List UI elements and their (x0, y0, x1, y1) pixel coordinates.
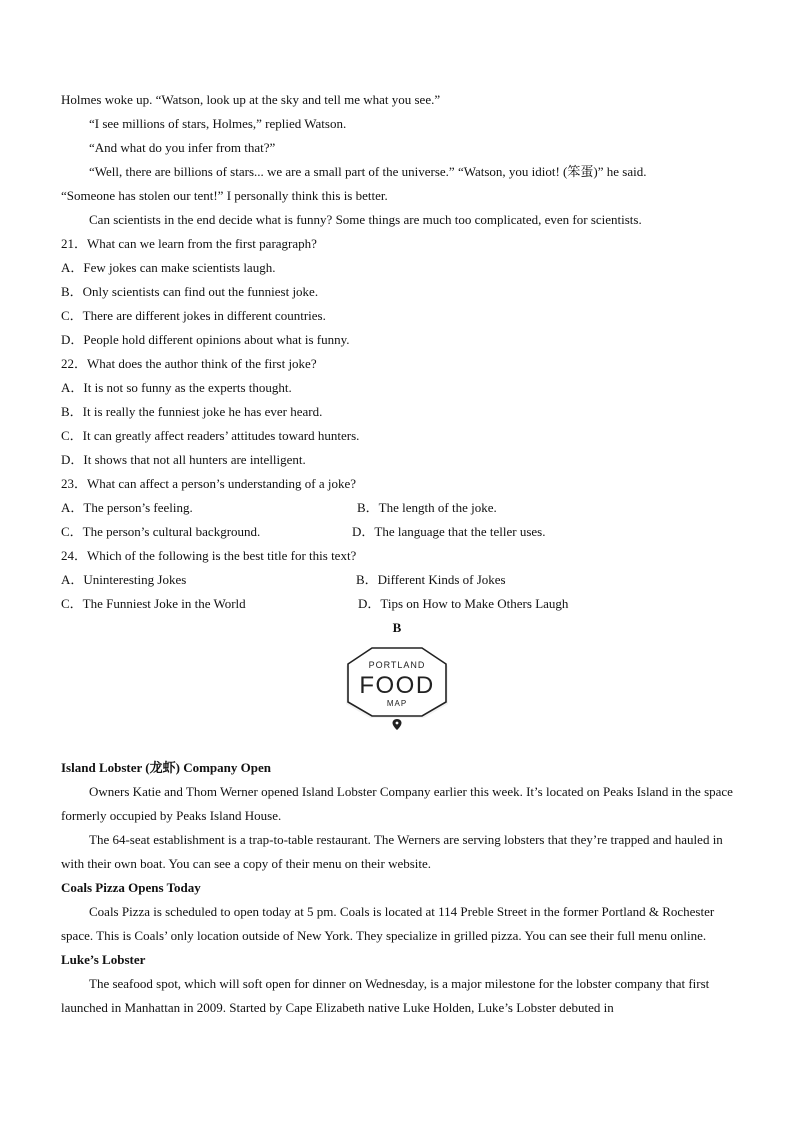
question-stem: 22．What does the author think of the first joke? (61, 356, 317, 371)
option-row (61, 568, 733, 592)
question-option: C．It can greatly affect readers’ attitudes toward hunters. (61, 428, 360, 443)
question-option: B．The length of the joke. (357, 500, 497, 515)
option-row (61, 520, 733, 544)
question-option: B．It is really the funniest joke he has ever heard. (61, 404, 323, 419)
option-row (61, 496, 733, 520)
article-heading: Island Lobster (龙虾) Company Open (61, 760, 271, 775)
question-stem: 23．What can affect a person’s understanding of a joke? (61, 476, 357, 491)
question-option: A．Uninteresting Jokes (61, 572, 187, 587)
question-option: D．It shows that not all hunters are intelligent. (61, 452, 306, 467)
question-option: D．People hold different opinions about what is funny. (61, 332, 350, 347)
section-label: B (392, 620, 402, 635)
story-paragraph: “And what do you infer from that?” (89, 140, 276, 155)
article-paragraph: The seafood spot, which will soft open for dinner on Wednesday, is a major milestone for the lobster company that first launched in Manhattan in 2009. Started by Cape Elizabeth native Luke Holden, Luke’s Lobster debuted in (61, 976, 710, 1015)
question-option: C．The person’s cultural background. (61, 524, 261, 539)
logo-area (61, 640, 733, 756)
map-pin-icon (393, 719, 402, 730)
question-stem: 24．Which of the following is the best title for this text? (61, 548, 357, 563)
question-option: B．Only scientists can find out the funniest joke. (61, 284, 319, 299)
story-paragraph: “I see millions of stars, Holmes,” replied Watson. (89, 116, 347, 131)
question-option: A．It is not so funny as the experts thought. (61, 380, 292, 395)
story-paragraph: Can scientists in the end decide what is funny? Some things are much too complicated, even for scientists. (89, 212, 642, 227)
document-page (61, 88, 733, 1020)
svg-text:FOOD: FOOD (359, 672, 435, 699)
svg-text:MAP: MAP (386, 699, 408, 708)
question-option: B．Different Kinds of Jokes (356, 572, 506, 587)
portland-food-map-logo (342, 646, 452, 732)
article-heading: Luke’s Lobster (61, 952, 146, 967)
article-paragraph: Owners Katie and Thom Werner opened Island Lobster Company earlier this week. It’s located on Peaks Island in the space formerly occupied by Peaks Island House. (61, 784, 733, 823)
story-paragraph: Holmes woke up. “Watson, look up at the sky and tell me what you see.” (61, 92, 441, 107)
article-paragraph: Coals Pizza is scheduled to open today at 5 pm. Coals is located at 114 Preble Street in the former Portland & Rochester space. This is Coals’ only location outside of New York. They specialize in grilled pizza. You can see their full menu online. (61, 904, 715, 943)
story-paragraph: “Someone has stolen our tent!” I personally think this is better. (61, 188, 388, 203)
story-paragraph: “Well, there are billions of stars... we are a small part of the universe.” “Watson, you idiot! (笨蛋)” he said. (89, 164, 647, 179)
option-row (61, 592, 733, 616)
article-paragraph: The 64-seat establishment is a trap-to-table restaurant. The Werners are serving lobsters that they’re trapped and hauled in with their own boat. You can see a copy of their menu on their website. (61, 832, 723, 871)
svg-text:PORTLAND: PORTLAND (368, 660, 426, 670)
question-option: C．The Funniest Joke in the World (61, 596, 246, 611)
question-stem: 21．What can we learn from the first paragraph? (61, 236, 317, 251)
question-option: A．The person’s feeling. (61, 500, 193, 515)
article-heading: Coals Pizza Opens Today (61, 880, 201, 895)
question-option: D．Tips on How to Make Others Laugh (358, 596, 569, 611)
question-option: A．Few jokes can make scientists laugh. (61, 260, 276, 275)
question-option: D．The language that the teller uses. (352, 524, 546, 539)
question-option: C．There are different jokes in different countries. (61, 308, 326, 323)
